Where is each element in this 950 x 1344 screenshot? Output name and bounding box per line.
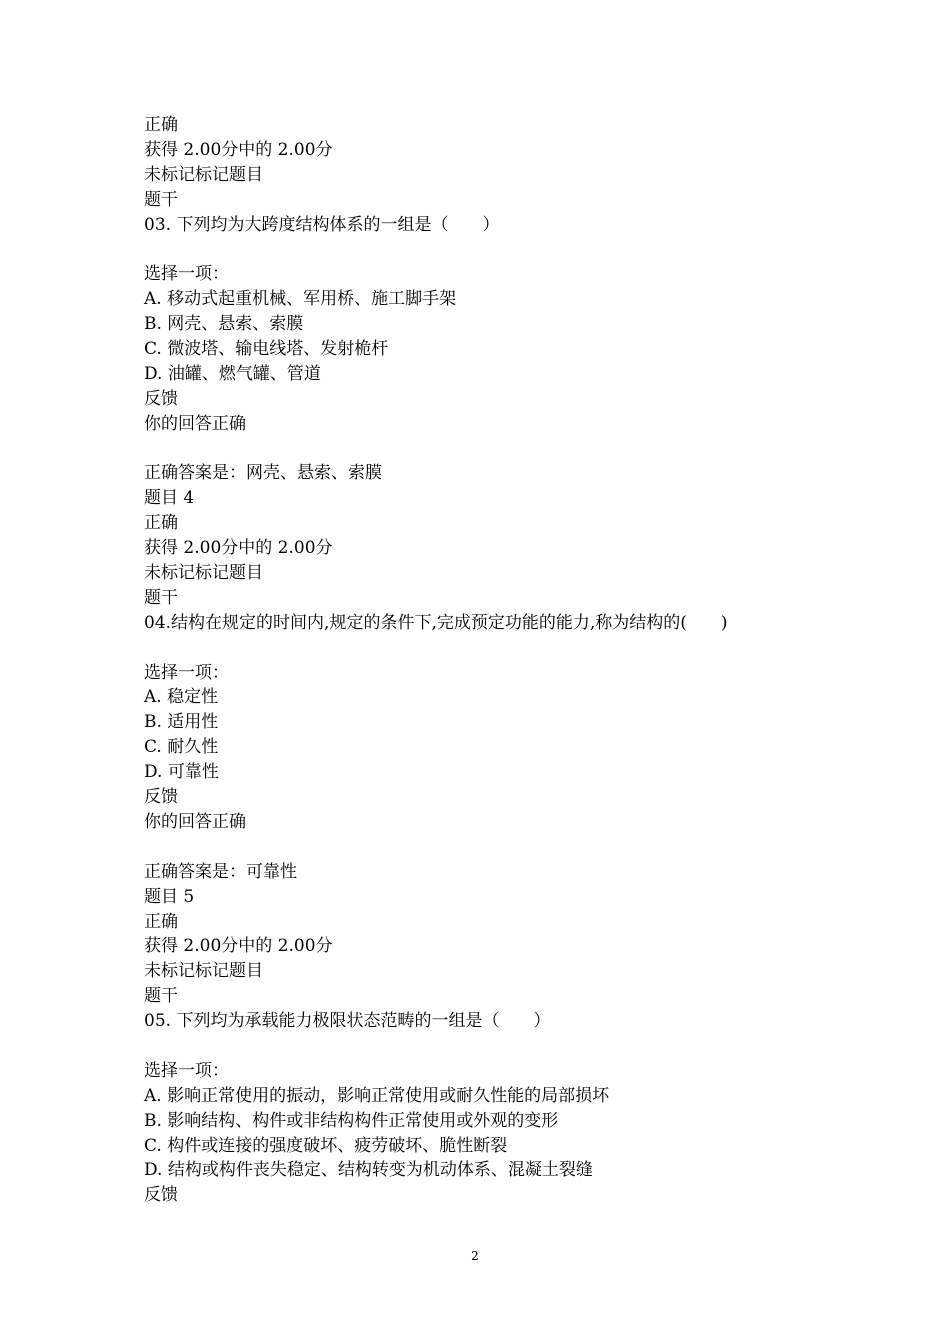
option-d[interactable]: D. 可靠性 [144, 762, 219, 783]
blank-line [144, 237, 844, 262]
question-stem-label: 题干 [144, 587, 178, 608]
option-c[interactable]: C. 构件或连接的强度破坏、疲劳破坏、脆性断裂 [144, 1135, 508, 1156]
option-b[interactable]: B. 适用性 [144, 712, 219, 733]
feedback-text: 你的回答正确 [144, 413, 246, 434]
option-a[interactable]: A. 影响正常使用的振动，影响正常使用或耐久性能的局部损坏 [144, 1085, 610, 1106]
flag-question-link[interactable]: 未标记标记题目 [144, 563, 263, 584]
blank-line [144, 437, 844, 462]
choose-one-label: 选择一项： [144, 662, 229, 683]
status-correct: 正确 [144, 911, 178, 932]
question-03-text: 03. 下列均为大跨度结构体系的一组是（ ） [144, 214, 500, 235]
page-content [144, 113, 844, 1208]
score-text: 获得 2.00分中的 2.00分 [144, 538, 333, 559]
option-a[interactable]: A. 移动式起重机械、军用桥、施工脚手架 [144, 289, 457, 310]
correct-answer-text: 正确答案是：可靠性 [144, 861, 297, 882]
option-b[interactable]: B. 影响结构、构件或非结构构件正常使用或外观的变形 [144, 1110, 559, 1131]
choose-one-label: 选择一项： [144, 1060, 229, 1081]
feedback-label: 反馈 [144, 1185, 178, 1206]
feedback-text: 你的回答正确 [144, 811, 246, 832]
option-d[interactable]: D. 结构或构件丧失稳定、结构转变为机动体系、混凝土裂缝 [144, 1160, 593, 1181]
page-number: 2 [471, 1249, 479, 1263]
option-c[interactable]: C. 微波塔、输电线塔、发射桅杆 [144, 339, 389, 360]
status-correct: 正确 [144, 513, 178, 534]
option-d[interactable]: D. 油罐、燃气罐、管道 [144, 363, 321, 384]
option-c[interactable]: C. 耐久性 [144, 737, 219, 758]
question-05-text: 05. 下列均为承载能力极限状态范畴的一组是（ ） [144, 1011, 551, 1032]
blank-line [144, 636, 844, 661]
flag-question-link[interactable]: 未标记标记题目 [144, 961, 263, 982]
score-text: 获得 2.00分中的 2.00分 [144, 139, 333, 160]
question-04-text: 04.结构在规定的时间内,规定的条件下,完成预定功能的能力,称为结构的( ) [144, 612, 728, 633]
choose-one-label: 选择一项： [144, 264, 229, 285]
score-text: 获得 2.00分中的 2.00分 [144, 936, 333, 957]
status-correct: 正确 [144, 115, 178, 135]
question-stem-label: 题干 [144, 986, 178, 1007]
feedback-label: 反馈 [144, 388, 178, 409]
correct-answer-text: 正确答案是：网壳、悬索、索膜 [144, 463, 382, 484]
question-5-heading: 题目 5 [144, 886, 195, 907]
feedback-label: 反馈 [144, 787, 178, 808]
option-a[interactable]: A. 稳定性 [144, 687, 219, 708]
option-b[interactable]: B. 网壳、悬索、索膜 [144, 314, 304, 335]
question-stem-label: 题干 [144, 189, 178, 210]
question-4-heading: 题目 4 [144, 488, 195, 509]
blank-line [144, 835, 844, 860]
blank-line [144, 1034, 844, 1059]
flag-question-link[interactable]: 未标记标记题目 [144, 164, 263, 185]
